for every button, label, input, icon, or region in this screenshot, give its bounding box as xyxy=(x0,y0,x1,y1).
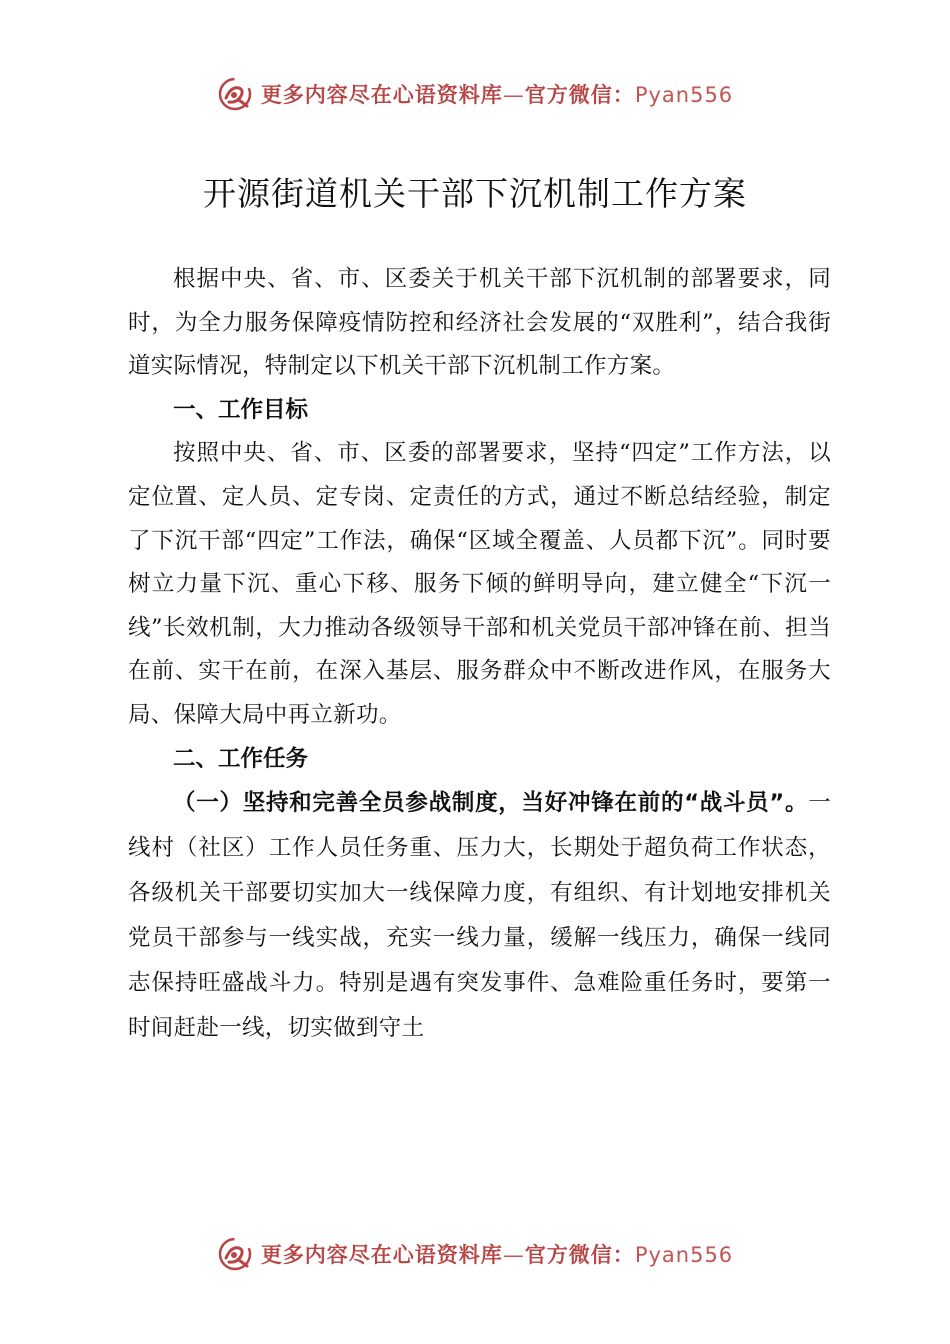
brush-seal-icon xyxy=(217,1236,253,1272)
watermark-text: 更多内容尽在心语资料库—官方微信：Pyan556 xyxy=(260,83,734,107)
document-title: 开源街道机关干部下沉机制工作方案 xyxy=(203,174,747,213)
watermark-banner-bottom xyxy=(0,1232,950,1276)
document-body xyxy=(128,258,831,1051)
section-heading-goals: 一、工作目标 xyxy=(173,396,309,423)
task1-paragraph xyxy=(128,781,831,1051)
watermark-text: 更多内容尽在心语资料库—官方微信：Pyan556 xyxy=(260,1243,734,1267)
goals-paragraph: 按照中央、省、市、区委的部署要求，坚持“四定”工作方法，以定位置、定人员、定专岗、定责任的方式，通过不断总结经验，制定了下沉干部“四定”工作法，确保“区域全覆盖、人员都下沉”。同时要树立力量下沉、重心下移、服务下倾的鲜明导向，建立健全“下沉一线”长效机制，大力推动各级领导干部和机关党员干部冲锋在前、担当在前、实干在前，在深入基层、服务群众中不断改进作风，在服务大局、保障大局中再立新功。 xyxy=(128,440,831,728)
task1-body: 一线村（社区）工作人员任务重、压力大，长期处于超负荷工作状态，各级机关干部要切实加大一线保障力度，有组织、有计划地安排机关党员干部参与一线实战，充实一线力量，缓解一线压力，确保一线同志保持旺盛战斗力。特别是遇有突发事件、急难险重任务时，要第一时间赶赴一线，切实做到守土 xyxy=(128,790,831,1042)
intro-paragraph: 根据中央、省、市、区委关于机关干部下沉机制的部署要求，同时，为全力服务保障疫情防控和经济社会发展的“双胜利”，结合我街道实际情况，特制定以下机关干部下沉机制工作方案。 xyxy=(128,266,831,380)
section-heading-tasks: 二、工作任务 xyxy=(173,745,309,772)
brush-seal-icon xyxy=(217,76,253,112)
watermark-banner-top xyxy=(0,72,950,116)
task1-lead: （一）坚持和完善全员参战制度，当好冲锋在前的“战斗员”。 xyxy=(173,790,809,817)
